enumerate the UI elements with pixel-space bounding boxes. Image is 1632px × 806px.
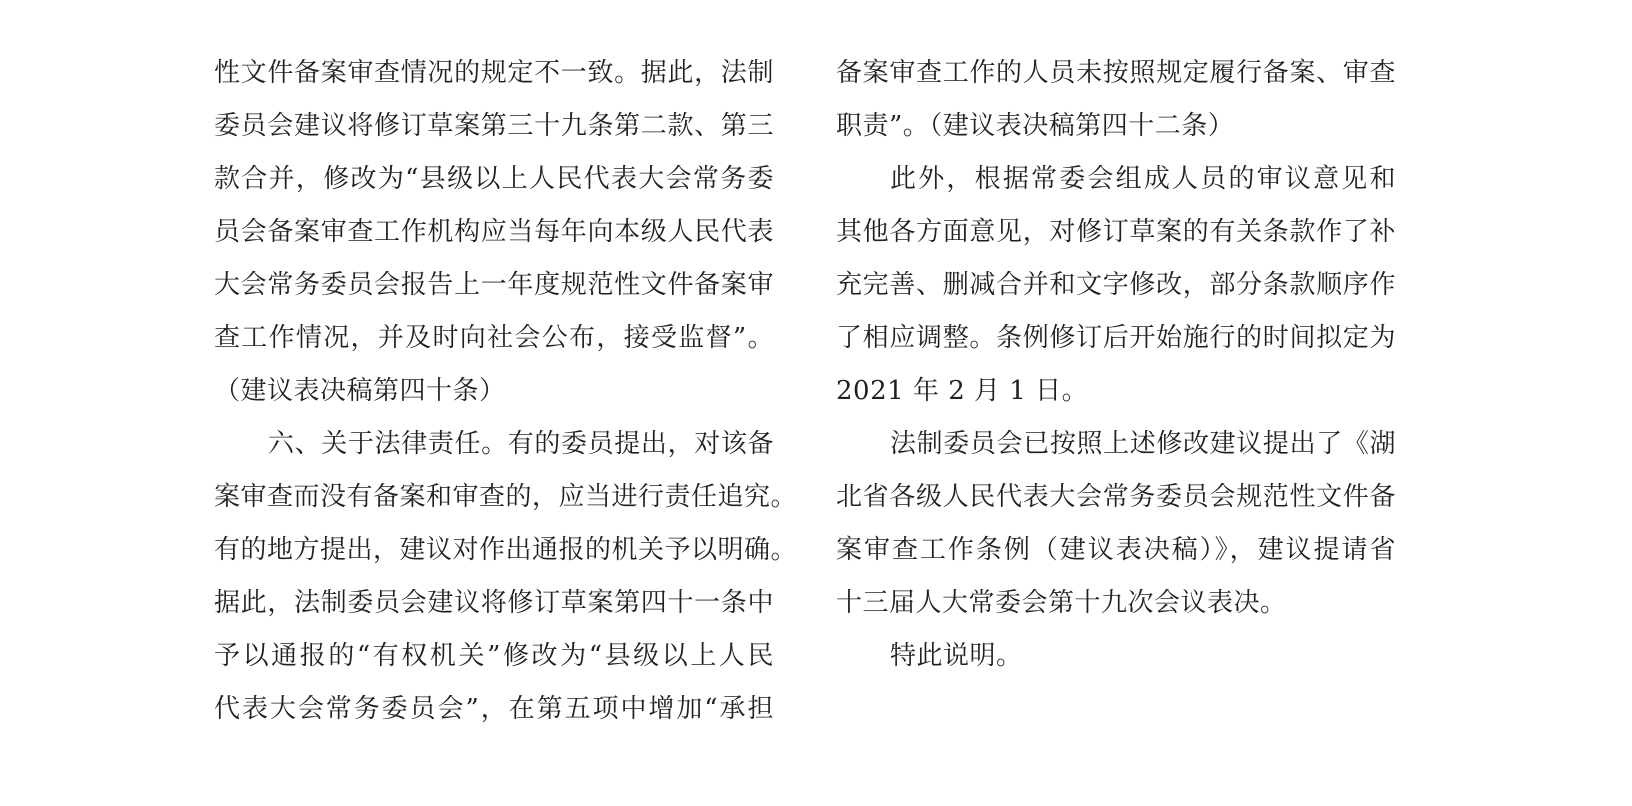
text-line: 十三届人大常委会第十九次会议表决。 [836,588,1287,618]
closing-line: 特此说明。 [890,641,1023,671]
paragraph-first-line: 法制委员会已按照上述修改建议提出了《湖 [890,429,1396,459]
text-line: 据此，法制委员会建议将修订草案第四十一条中 [214,588,774,618]
text-line: 北省各级人民代表大会常务委员会规范性文件备 [836,482,1396,512]
text-line: 了相应调整。条例修订后开始施行的时间拟定为 [836,323,1396,353]
text-line: 有的地方提出，建议对作出通报的机关予以明确。 [214,535,798,565]
text-line: （建议表决稿第四十条） [214,376,506,406]
left-column [214,47,798,736]
paragraph-first-line: 六、关于法律责任。有的委员提出，对该备 [268,429,774,459]
paragraph-first-line: 此外，根据常委会组成人员的审议意见和 [890,164,1396,194]
text-line: 案审查工作条例（建议表决稿）》，建议提请省 [836,535,1396,565]
text-line: 大会常务委员会报告上一年度规范性文件备案审 [214,270,774,300]
text-line: 职责”。（建议表决稿第四十二条） [836,111,1235,141]
text-line: 案审查而没有备案和审查的，应当进行责任追究。 [214,482,798,512]
text-line: 款合并，修改为“县级以上人民代表大会常务委 [214,164,774,194]
text-line: 代表大会常务委员会”，在第五项中增加“承担 [214,694,774,724]
text-line: 查工作情况，并及时向社会公布，接受监督”。 [214,323,774,353]
text-line: 2021 年 2 月 1 日。 [836,376,1089,406]
right-column [836,47,1396,683]
text-line: 性文件备案审查情况的规定不一致。据此，法制 [214,58,774,88]
text-line: 备案审查工作的人员未按照规定履行备案、审查 [836,58,1396,88]
text-line: 其他各方面意见，对修订草案的有关条款作了补 [836,217,1396,247]
text-line: 予以通报的“有权机关”修改为“县级以上人民 [214,641,774,671]
text-line: 委员会建议将修订草案第三十九条第二款、第三 [214,111,774,141]
text-line: 员会备案审查工作机构应当每年向本级人民代表 [214,217,774,247]
text-line: 充完善、删减合并和文字修改，部分条款顺序作 [836,270,1396,300]
